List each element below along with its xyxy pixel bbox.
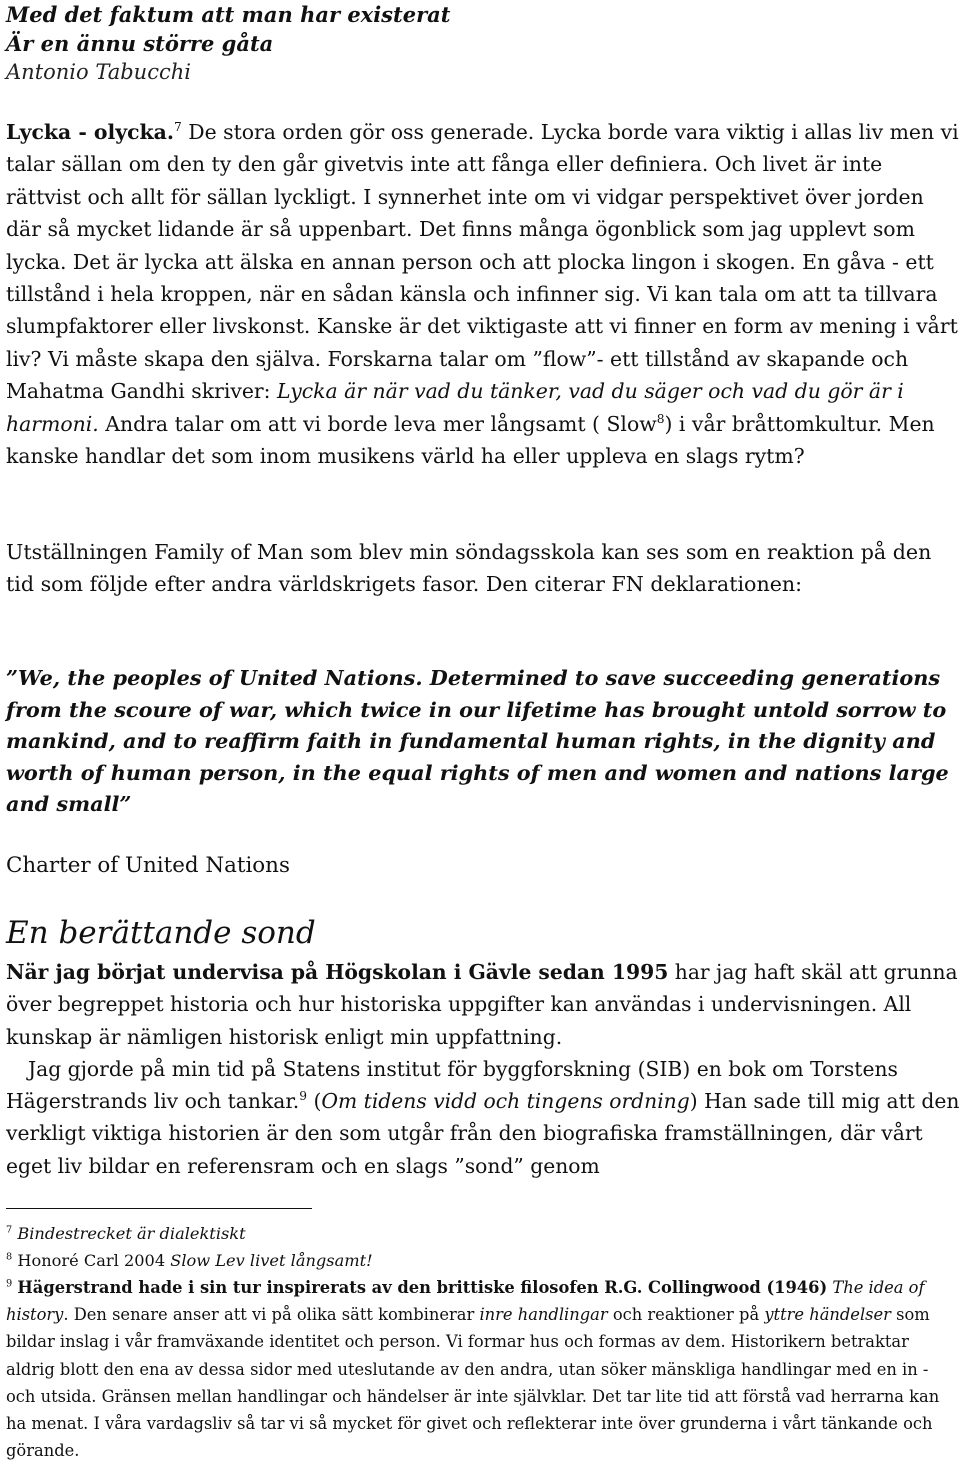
epigraph [6,0,450,87]
paragraph-text: ) i vår bråttomkultur. Men kanske handlar det som inom musikens värld ha eller uppleva en slags rytm? [6,411,935,469]
footnote-term: inre handlingar [479,1305,608,1325]
paragraph-text: har jag haft skäl att grunna över begreppet historia och hur historiska uppgifter kan användas i undervisningen. All kunskap är nämligen historisk enligt min uppfattning. [6,960,958,1049]
footnote-text: och reaktioner på [607,1305,765,1325]
footnotes [6,1220,956,1464]
paragraph-happiness [6,116,960,472]
footnote-text: som bildar inslag i vår framväxande identitet och person. Vi formar hus och formas av dem. Historikern betraktar aldrig blott den ena av dessa sidor med uteslutande av den andra, utan söker mänskliga handlingar med en in - och utsida. Gränsen mellan handlingar och händelser är inte självklar. Det tar lite tid att förstå vad herrarna kan ha menat. I våra vardagsliv så tar vi så mycket för givet och reflekterar inte över grunderna i vårt tänkande och görande. [6,1305,940,1461]
paragraph-lead: Lycka - olycka. [6,120,174,144]
footnote-number: 8 [6,1251,13,1263]
section-heading: En berättande sond [6,915,316,951]
footnote-text: Honoré Carl 2004 [17,1251,171,1270]
paragraph-narrative-probe: När jag börjat undervisa på Högskolan i Gävle sedan 1995 har jag haft skäl att grunna över begreppet historia och hur historiska uppgifter kan användas i undervisningen. All kunskap är nämligen historisk enligt min uppfattning. Jag gjorde på min tid på Statens institut för byggforskning (SIB) en bok om Torstens Hägerstrands liv och tankar.$^9$ (Om tidens vidd och tingens ordning) Han sade till mig att den verkligt viktiga historien är den som utgår från den biografiska framställningen, där vårt eget liv bildar en referensram och en slags ”sond” genom [6,960,960,1178]
footnote-divider [6,1208,312,1209]
footnote-title: Slow Lev livet långsamt! [170,1251,373,1270]
footnote-ref-9: 9 [299,1089,307,1104]
footnote-number: 9 [6,1278,13,1290]
paragraph-text: Han sade till mig att den verkligt viktiga historien är den som utgår från den biografiska framställningen, där vårt eget liv bildar en referensram och en slags ”sond” genom [6,1089,960,1178]
gandhi-quote: Lycka är när vad du tänker, vad du säger och vad du gör är i harmoni. [6,379,904,436]
paragraph-text: Jag gjorde på min tid på Statens institut för byggforskning (SIB) en bok om Torstens Hägerstrands liv och tankar. [6,1056,898,1114]
epigraph-line-1: Med det faktum att man har existerat [6,2,451,27]
footnote-8 [6,1247,956,1274]
paragraph-text: De stora orden gör oss generade. Lycka borde vara viktig i allas liv men vi talar sällan om den ty den går givetvis inte att fånga eller definiera. Och livet är inte rättvist och allt för sällan lyckligt. I synnerhet inte om vi vidgar perspektivet över jorden där så mycket lidande är så uppenbart. Det finns många ögonblick som jag upplevt som lycka. Det är lycka att älska en annan person och att plocka lingon i skogen. En gåva - ett tillstånd i hela kroppen, när en sådan känsla och infinner sig. Vi kan tala om att ta tillvara slumpfaktorer eller livskonst. Kanske är det viktigaste att vi finner en form av mening i vårt liv? Vi måste skapa den själva. Forskarna talar om ”flow”- ett tillstånd av skapande och Mahatma Gandhi skriver: [6,120,959,404]
paragraph-family-of-man: Utställningen Family of Man som blev min söndagsskola kan ses som en reaktion på den tid som följde efter andra världskrigets fasor. Den citerar FN deklarationen: [6,540,932,597]
footnote-text: . Den senare anser att vi på olika sätt kombinerar [63,1305,480,1325]
footnote-ref-7: 7 [173,120,182,135]
epigraph-author: Antonio Tabucchi [6,60,191,84]
footnote-title: The idea of history [6,1278,925,1325]
footnote-number: 7 [6,1224,13,1236]
epigraph-line-2: Är en ännu större gåta [6,31,274,56]
footnote-term: yttre händelser [764,1305,891,1325]
paragraph-text: Andra talar om att vi borde leva mer långsamt ( Slow [98,411,657,436]
un-charter-quote: ”We, the peoples of United Nations. Determined to save succeeding generations from the scoure of war, which twice in our lifetime has brought untold sorrow to mankind, and to reaffirm faith in fundamental human rights, in the dignity and worth of human person, in the equal rights of men and women and nations large and small” [6,665,949,816]
footnote-9 [6,1274,956,1464]
footnote-text: Bindestrecket är dialektiskt [17,1224,246,1243]
footnote-7 [6,1220,956,1247]
book-title: Om tidens vidd och tingens ordning [321,1089,690,1114]
paragraph-bold-lead: När jag börjat undervisa på Högskolan i Gävle sedan 1995 [6,960,669,984]
footnote-ref-8: 8 [656,411,665,426]
footnote-bold-text: Hägerstrand hade i sin tur inspirerats av den brittiske filosofen R.G. Collingwood (1946) [17,1278,828,1297]
quote-source: Charter of United Nations [6,853,290,878]
